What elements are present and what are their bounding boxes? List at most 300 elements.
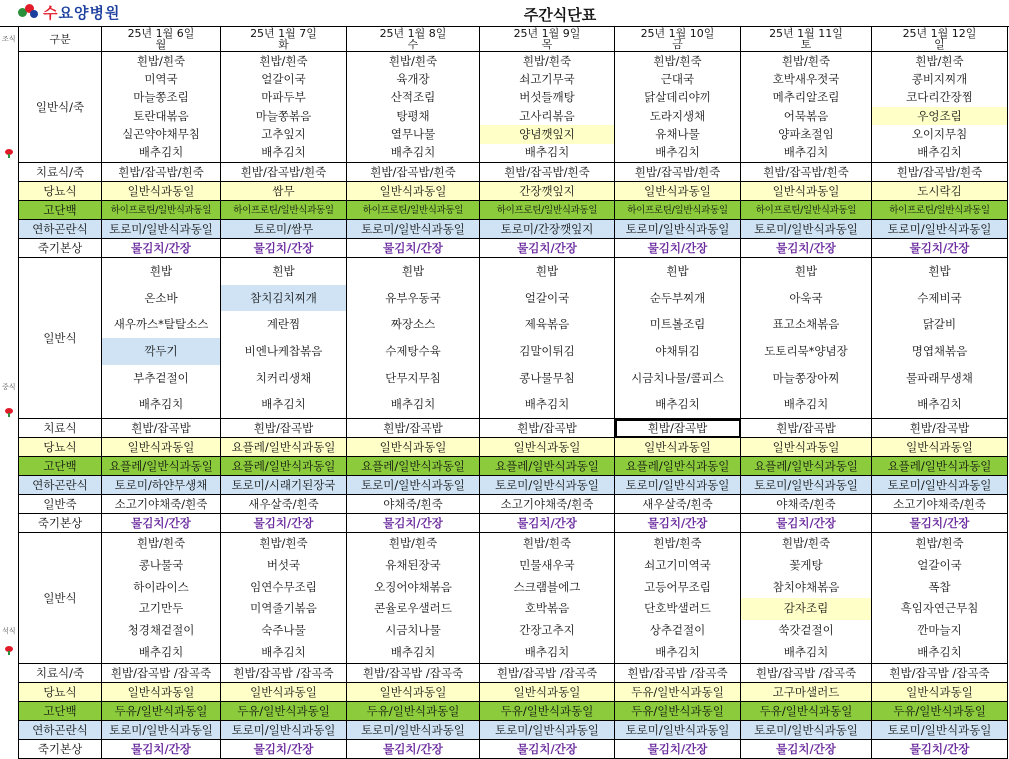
dish-item: 흰밥/흰죽 [781, 536, 831, 551]
dish-item: 흰밥/흰죽 [522, 536, 572, 551]
breakfast-diet-cell[interactable]: 물김치/간장 [615, 239, 741, 258]
dish-item: 양파초절임 [778, 126, 834, 141]
lunch-diet-cell[interactable]: 소고기야채죽/흰죽 [480, 495, 615, 514]
lunch-diet-cell[interactable]: 요플레/일반식과동일 [347, 457, 480, 476]
weekly-menu-table [18, 26, 1008, 759]
dish-item: 미역국 [144, 71, 178, 86]
breakfast-diet-label[interactable]: 당뇨식 [19, 182, 102, 201]
dish-item: 참치김치찌개 [221, 285, 346, 312]
dish-item: 쇠고기미역국 [644, 558, 711, 572]
lunch-diet-cell[interactable]: 요플레/일반식과동일 [480, 457, 615, 476]
dish-item: 우엉조림 [872, 107, 1007, 125]
lunch-diet-cell[interactable]: 요플레/일반식과동일 [872, 457, 1008, 476]
lunch-diet-cell[interactable]: 일반식과동일 [741, 438, 872, 457]
lunch-menu-cell[interactable] [480, 258, 615, 419]
dish-item: 아욱국 [789, 290, 823, 305]
dinner-diet-label[interactable]: 죽기본상 [19, 740, 102, 759]
dish-item: 흰밥 [794, 263, 818, 278]
breakfast-diet-cell[interactable]: 하이프로틴/일반식과동일 [221, 201, 347, 220]
dish-item: 고기만두 [138, 601, 184, 616]
dish-item: 참치야채볶음 [772, 579, 840, 594]
dish-list [480, 52, 614, 162]
lunch-diet-cell[interactable]: 요플레/일반식과동일 [102, 457, 221, 476]
dinner-diet-cell[interactable]: 토로미/일반식과동일 [872, 721, 1008, 740]
dinner-diet-cell[interactable]: 물김치/간장 [221, 740, 347, 759]
dinner-menu-cell[interactable] [480, 533, 615, 664]
dish-item: 청경채겉절이 [127, 623, 195, 638]
header-day: 수 [407, 38, 419, 51]
dish-item: 임연수무조림 [250, 579, 317, 594]
lunch-menu-cell[interactable] [102, 258, 221, 419]
lunch-diet-cell[interactable]: 요플레/일반식과동일 [221, 438, 347, 457]
header-date: 25년 1월 11일 [769, 27, 843, 40]
dish-item: 야채튀김 [655, 343, 700, 358]
dish-list [615, 52, 740, 162]
dish-list [741, 52, 871, 162]
breakfast-diet-label[interactable]: 죽기본상 [19, 239, 102, 258]
dish-list [347, 258, 479, 418]
dish-item: 마늘쫑볶음 [255, 108, 312, 123]
breakfast-diet-cell[interactable]: 흰밥/잡곡밥/흰죽 [221, 163, 347, 182]
dish-item: 쇠고기무국 [519, 71, 575, 86]
dish-item: 고사리볶음 [519, 108, 575, 123]
breakfast-menu-cell[interactable] [615, 52, 741, 163]
breakfast-diet-cell[interactable]: 물김치/간장 [480, 239, 615, 258]
dinner-diet-cell[interactable]: 물김치/간장 [102, 740, 221, 759]
breakfast-diet-cell[interactable]: 토로미/일반식과동일 [741, 220, 872, 239]
breakfast-diet-cell[interactable]: 흰밥/잡곡밥/흰죽 [741, 163, 872, 182]
lunch-diet-cell[interactable]: 흰밥/잡곡밥 [741, 419, 872, 438]
dinner-diet-cell[interactable]: 흰밥/잡곡밥 /잡곡죽 [872, 664, 1008, 683]
left-label-dinner: 석식 [2, 627, 16, 635]
lunch-diet-cell[interactable]: 새우살죽/흰죽 [221, 495, 347, 514]
breakfast-diet-label[interactable]: 고단백 [19, 201, 102, 220]
dinner-diet-cell[interactable]: 흰밥/잡곡밥 /잡곡죽 [615, 664, 741, 683]
breakfast-diet-cell[interactable]: 토로미/간장깻잎지 [480, 220, 615, 239]
breakfast-diet-cell[interactable]: 물김치/간장 [872, 239, 1008, 258]
dish-item: 배추김치 [390, 145, 436, 160]
dish-list [102, 52, 220, 162]
dish-item: 김말이튀김 [519, 343, 575, 358]
dish-list [221, 258, 346, 418]
dish-item: 흰밥 [272, 263, 295, 278]
dish-list [615, 258, 740, 418]
dinner-diet-cell[interactable]: 물김치/간장 [480, 740, 615, 759]
dish-list [102, 258, 220, 418]
header-gubun[interactable]: 구분 [19, 27, 102, 52]
dish-item: 짜장소스 [390, 317, 436, 332]
dish-item: 하이라이스 [133, 579, 189, 594]
lunch-diet-cell[interactable]: 흰밥/잡곡밥 [347, 419, 480, 438]
dish-item: 배추김치 [655, 397, 700, 412]
lunch-diet-cell[interactable]: 물김치/간장 [347, 514, 480, 533]
dish-item: 마늘쫑장아찌 [772, 370, 840, 385]
lunch-menu-cell[interactable] [741, 258, 872, 419]
breakfast-diet-cell[interactable]: 토로미/일반식과동일 [347, 220, 480, 239]
dish-list [615, 533, 740, 663]
header-day: 목 [541, 38, 553, 51]
dish-item: 부추겉절이 [133, 370, 189, 385]
dish-item: 흰밥/흰죽 [259, 536, 308, 551]
lunch-diet-cell[interactable]: 일반식과동일 [872, 438, 1008, 457]
breakfast-diet-cell[interactable]: 물김치/간장 [741, 239, 872, 258]
dish-item: 시금치나물/콜피스 [631, 370, 724, 385]
lunch-menu-cell[interactable] [221, 258, 347, 419]
breakfast-diet-cell[interactable]: 쌈무 [221, 182, 347, 201]
header-date: 25년 1월 8일 [379, 27, 447, 40]
left-margin [0, 26, 17, 746]
dinner-diet-label[interactable]: 치료식/죽 [19, 664, 102, 683]
dish-item: 도라지생채 [649, 108, 706, 123]
dish-item: 제육볶음 [524, 317, 570, 332]
breakfast-diet-cell[interactable]: 토로미/일반식과동일 [102, 220, 221, 239]
breakfast-menu-cell[interactable] [872, 52, 1008, 163]
breakfast-diet-cell[interactable]: 일반식과동일 [615, 182, 741, 201]
dinner-diet-cell[interactable]: 고구마샐러드 [741, 683, 872, 702]
dish-item: 흰밥/흰죽 [653, 53, 702, 68]
dinner-diet-cell[interactable]: 두유/일반식과동일 [221, 702, 347, 721]
dinner-diet-cell[interactable]: 토로미/일반식과동일 [615, 721, 741, 740]
dish-list [347, 533, 479, 663]
dish-item: 비엔나케찹볶음 [244, 343, 323, 358]
dinner-menu-cell[interactable] [615, 533, 741, 664]
breakfast-diet-cell[interactable]: 흰밥/잡곡밥/흰죽 [615, 163, 741, 182]
flower-icon [5, 646, 13, 654]
lunch-menu-cell[interactable] [347, 258, 480, 419]
dish-item: 오이지무침 [911, 126, 968, 141]
dish-list [872, 258, 1007, 418]
lunch-diet-cell[interactable]: 물김치/간장 [480, 514, 615, 533]
dish-item: 유채나물 [655, 126, 700, 141]
dish-item: 흰밥/흰죽 [388, 536, 438, 551]
dinner-diet-cell[interactable]: 일반식과동일 [221, 683, 347, 702]
dish-item: 유부우동국 [385, 290, 441, 305]
breakfast-diet-cell[interactable]: 토로미/일반식과동일 [872, 220, 1008, 239]
lunch-diet-label[interactable]: 고단백 [19, 457, 102, 476]
lunch-menu-cell[interactable] [872, 258, 1008, 419]
lunch-diet-cell[interactable]: 토로미/일반식과동일 [872, 476, 1008, 495]
breakfast-diet-cell[interactable]: 하이프로틴/일반식과동일 [872, 201, 1008, 220]
dish-item: 명엽채볶음 [911, 343, 968, 358]
breakfast-diet-cell[interactable]: 하이프로틴/일반식과동일 [615, 201, 741, 220]
header-date-cell[interactable] [221, 27, 347, 52]
dinner-diet-cell[interactable]: 일반식과동일 [872, 683, 1008, 702]
dish-item: 배추김치 [261, 644, 306, 659]
dish-item: 흰밥/흰죽 [388, 53, 438, 68]
dish-item: 폭찹 [928, 579, 951, 594]
breakfast-diet-label[interactable]: 연하곤란식 [19, 220, 102, 239]
lunch-diet-cell[interactable]: 요플레/일반식과동일 [615, 457, 741, 476]
dish-item: 흰밥/흰죽 [915, 53, 964, 68]
dinner-diet-cell[interactable]: 흰밥/잡곡밥 /잡곡죽 [221, 664, 347, 683]
dish-item: 상추겉절이 [649, 623, 706, 638]
logo-mark-icon [18, 4, 40, 20]
dish-item: 흑임자연근무침 [900, 601, 979, 616]
dinner-menu-cell[interactable] [221, 533, 347, 664]
header-day: 일 [934, 38, 945, 51]
lunch-diet-cell[interactable]: 토로미/시래기된장국 [221, 476, 347, 495]
dish-item: 흰밥/흰죽 [915, 536, 964, 551]
dish-item: 고등어무조림 [644, 579, 711, 594]
dinner-diet-label[interactable]: 고단백 [19, 702, 102, 721]
breakfast-menu-cell[interactable] [102, 52, 221, 163]
dish-item: 배추김치 [917, 145, 962, 160]
dish-item: 민물새우국 [519, 558, 575, 572]
dinner-diet-cell[interactable]: 두유/일반식과동일 [615, 683, 741, 702]
dish-item: 고추잎지 [261, 126, 306, 141]
dish-item: 배추김치 [261, 145, 306, 160]
dish-item: 호박볶음 [524, 601, 570, 616]
dish-item: 버섯들깨탕 [519, 90, 575, 105]
breakfast-diet-cell[interactable]: 물김치/간장 [347, 239, 480, 258]
dinner-diet-label[interactable]: 당뇨식 [19, 683, 102, 702]
dinner-diet-cell[interactable]: 흰밥/잡곡밥 /잡곡죽 [102, 664, 221, 683]
dish-list [480, 533, 614, 663]
dish-item: 흰밥/흰죽 [653, 536, 702, 551]
dinner-diet-cell[interactable]: 토로미/일반식과동일 [347, 721, 480, 740]
dish-item: 흰밥 [535, 263, 559, 278]
lunch-diet-cell[interactable]: 토로미/하얀무생채 [102, 476, 221, 495]
breakfast-diet-cell[interactable]: 토로미/쌈무 [221, 220, 347, 239]
flower-icon [5, 408, 13, 416]
header-date-cell[interactable] [872, 27, 1008, 52]
lunch-main-label[interactable]: 일반식 [19, 258, 102, 419]
lunch-diet-cell[interactable]: 새우살죽/흰죽 [615, 495, 741, 514]
header-date-cell[interactable] [480, 27, 615, 52]
dish-item: 배추김치 [524, 145, 570, 160]
dish-item: 마파두부 [261, 90, 306, 105]
hospital-logo [18, 3, 120, 21]
dinner-menu-cell[interactable] [872, 533, 1008, 664]
dish-item: 미트볼조림 [649, 317, 706, 332]
header-date-cell[interactable] [615, 27, 741, 52]
dinner-diet-cell[interactable]: 두유/일반식과동일 [872, 702, 1008, 721]
dish-item: 흰밥 [401, 263, 425, 278]
breakfast-diet-cell[interactable]: 흰밥/잡곡밥/흰죽 [347, 163, 480, 182]
lunch-diet-cell[interactable]: 물김치/간장 [741, 514, 872, 533]
lunch-diet-cell[interactable]: 흰밥/잡곡밥 [480, 419, 615, 438]
dinner-diet-cell[interactable]: 물김치/간장 [615, 740, 741, 759]
lunch-diet-cell[interactable]: 토로미/일반식과동일 [480, 476, 615, 495]
dish-item: 배추김치 [917, 397, 962, 412]
dinner-diet-cell[interactable]: 토로미/일반식과동일 [480, 721, 615, 740]
lunch-diet-label[interactable]: 치료식 [19, 419, 102, 438]
lunch-diet-cell[interactable]: 토로미/일반식과동일 [741, 476, 872, 495]
dinner-diet-cell[interactable]: 두유/일반식과동일 [347, 702, 480, 721]
dish-item: 수제탕수육 [385, 343, 441, 358]
dish-item: 배추김치 [917, 644, 962, 659]
dish-item: 어묵볶음 [783, 108, 829, 123]
dinner-diet-cell[interactable]: 물김치/간장 [741, 740, 872, 759]
dish-item: 얼갈이국 [261, 71, 306, 86]
lunch-menu-cell[interactable] [615, 258, 741, 419]
breakfast-main-label[interactable]: 일반식/죽 [19, 52, 102, 163]
dinner-diet-cell[interactable]: 흰밥/잡곡밥 /잡곡죽 [741, 664, 872, 683]
dinner-menu-cell[interactable] [102, 533, 221, 664]
lunch-diet-cell[interactable]: 토로미/일반식과동일 [615, 476, 741, 495]
lunch-diet-cell[interactable]: 흰밥/잡곡밥 [221, 419, 347, 438]
logo-text-1: 수 [43, 3, 59, 22]
dinner-diet-cell[interactable]: 물김치/간장 [347, 740, 480, 759]
dish-item: 배추김치 [261, 397, 306, 412]
dish-item: 도토리묵*양념장 [764, 343, 848, 358]
dish-item: 단호박샐러드 [644, 601, 711, 616]
dish-item: 열무나물 [390, 126, 436, 141]
lunch-diet-cell[interactable]: 일반식과동일 [615, 438, 741, 457]
dinner-diet-cell[interactable]: 일반식과동일 [347, 683, 480, 702]
dish-item: 얼갈이국 [524, 290, 570, 305]
lunch-diet-label[interactable]: 일반죽 [19, 495, 102, 514]
breakfast-menu-cell[interactable] [741, 52, 872, 163]
lunch-diet-cell[interactable]: 토로미/일반식과동일 [347, 476, 480, 495]
header-date: 25년 1월 6일 [127, 27, 195, 40]
lunch-diet-cell[interactable]: 야채죽/흰죽 [347, 495, 480, 514]
lunch-diet-cell[interactable]: 물김치/간장 [615, 514, 741, 533]
dish-item: 온소바 [144, 290, 178, 305]
dinner-diet-cell[interactable]: 두유/일반식과동일 [615, 702, 741, 721]
breakfast-diet-cell[interactable]: 흰밥/잡곡밥/흰죽 [102, 163, 221, 182]
dinner-menu-cell[interactable] [347, 533, 480, 664]
dish-item: 깍두기 [102, 338, 220, 365]
dish-item: 육개장 [396, 71, 430, 86]
dish-item: 배추김치 [783, 145, 829, 160]
dish-item: 산적조림 [390, 90, 436, 105]
lunch-diet-cell[interactable]: 야채죽/흰죽 [741, 495, 872, 514]
breakfast-diet-cell[interactable]: 일반식과동일 [741, 182, 872, 201]
breakfast-diet-cell[interactable]: 하이프로틴/일반식과동일 [347, 201, 480, 220]
dish-list [872, 52, 1007, 162]
dinner-diet-cell[interactable]: 토로미/일반식과동일 [221, 721, 347, 740]
lunch-diet-cell[interactable]: 소고기야채죽/흰죽 [872, 495, 1008, 514]
dish-list [102, 533, 220, 663]
breakfast-diet-cell[interactable]: 하이프로틴/일반식과동일 [480, 201, 615, 220]
lunch-diet-cell[interactable]: 일반식과동일 [480, 438, 615, 457]
dish-item: 치커리생채 [255, 370, 312, 385]
dish-item: 콩비지찌개 [911, 71, 968, 86]
dish-item: 표고소채볶음 [772, 317, 840, 332]
header-date-cell[interactable] [102, 27, 221, 52]
breakfast-diet-cell[interactable]: 흰밥/잡곡밥/흰죽 [872, 163, 1008, 182]
breakfast-diet-cell[interactable]: 물김치/간장 [221, 239, 347, 258]
breakfast-diet-cell[interactable]: 하이프로틴/일반식과동일 [741, 201, 872, 220]
dinner-diet-cell[interactable]: 토로미/일반식과동일 [102, 721, 221, 740]
dish-item: 간장고추지 [519, 623, 575, 638]
header-date-cell[interactable] [347, 27, 480, 52]
breakfast-diet-cell[interactable]: 도시락김 [872, 182, 1008, 201]
lunch-diet-cell[interactable]: 일반식과동일 [102, 438, 221, 457]
dish-list [741, 533, 871, 663]
dinner-main-label[interactable]: 일반식 [19, 533, 102, 664]
dish-item: 감자조림 [741, 598, 871, 620]
breakfast-diet-cell[interactable]: 일반식과동일 [347, 182, 480, 201]
lunch-diet-cell[interactable]: 요플레/일반식과동일 [741, 457, 872, 476]
lunch-diet-label[interactable]: 죽기본상 [19, 514, 102, 533]
breakfast-diet-label[interactable]: 치료식/죽 [19, 163, 102, 182]
lunch-diet-label[interactable]: 당뇨식 [19, 438, 102, 457]
dish-item: 배추김치 [783, 644, 829, 659]
dish-item: 버섯국 [266, 558, 301, 572]
header-date-cell[interactable] [741, 27, 872, 52]
dinner-menu-cell[interactable] [741, 533, 872, 664]
dinner-diet-cell[interactable]: 토로미/일반식과동일 [741, 721, 872, 740]
breakfast-menu-cell[interactable] [221, 52, 347, 163]
dish-item: 흰밥 [666, 263, 689, 278]
dish-item: 배추김치 [138, 397, 184, 412]
header-day: 토 [800, 38, 812, 51]
breakfast-diet-cell[interactable]: 토로미/일반식과동일 [615, 220, 741, 239]
lunch-diet-cell[interactable]: 흰밥/잡곡밥 [102, 419, 221, 438]
dish-list [221, 533, 346, 663]
lunch-diet-cell[interactable]: 물김치/간장 [102, 514, 221, 533]
dish-item: 오징어야채볶음 [374, 579, 452, 594]
dish-item: 새우까스*탈탈소스 [113, 317, 209, 332]
dinner-diet-cell[interactable]: 일반식과동일 [102, 683, 221, 702]
dinner-diet-cell[interactable]: 두유/일반식과동일 [480, 702, 615, 721]
breakfast-diet-cell[interactable]: 하이프로틴/일반식과동일 [102, 201, 221, 220]
breakfast-menu-cell[interactable] [480, 52, 615, 163]
breakfast-menu-cell[interactable] [347, 52, 480, 163]
dish-item: 배추김치 [524, 397, 570, 412]
dish-item: 배추김치 [390, 397, 436, 412]
dinner-diet-cell[interactable]: 두유/일반식과동일 [741, 702, 872, 721]
dish-item: 콩나물국 [138, 558, 184, 572]
lunch-diet-label[interactable]: 연하곤란식 [19, 476, 102, 495]
dish-item: 메추리알조림 [772, 90, 840, 105]
dish-item: 숙주나물 [261, 623, 306, 638]
left-label-breakfast: 조식 [2, 35, 16, 43]
dinner-diet-cell[interactable]: 흰밥/잡곡밥 /잡곡죽 [347, 664, 480, 683]
dish-item: 흰밥 [149, 263, 173, 278]
dinner-diet-cell[interactable]: 물김치/간장 [872, 740, 1008, 759]
dish-item: 근대국 [660, 71, 695, 86]
lunch-diet-cell[interactable]: 흰밥/잡곡밥 [872, 419, 1008, 438]
lunch-diet-cell[interactable]: 물김치/간장 [872, 514, 1008, 533]
dish-item: 토란대볶음 [133, 108, 189, 123]
breakfast-diet-cell[interactable]: 일반식과동일 [102, 182, 221, 201]
dish-item: 닭갈비 [922, 317, 957, 332]
dish-item: 배추김치 [138, 145, 184, 160]
dish-item: 양념깻잎지 [480, 125, 614, 143]
dish-list [872, 533, 1007, 663]
dish-item: 유채된장국 [385, 558, 441, 572]
header-date: 25년 1월 7일 [250, 27, 317, 40]
dish-list [480, 258, 614, 418]
dish-item: 스크램블에그 [513, 579, 581, 594]
dish-item: 콘율로우샐러드 [374, 601, 452, 616]
sheet-header [0, 0, 1009, 27]
dish-list [347, 52, 479, 162]
lunch-diet-cell[interactable]: 소고기야채죽/흰죽 [102, 495, 221, 514]
header-date: 25년 1월 10일 [640, 27, 715, 40]
dinner-diet-label[interactable]: 연하곤란식 [19, 721, 102, 740]
dish-item: 배추김치 [655, 145, 700, 160]
dish-item: 시금치나물 [385, 623, 441, 638]
header-day: 월 [155, 38, 167, 51]
breakfast-diet-cell[interactable]: 간장깻잎지 [480, 182, 615, 201]
breakfast-diet-cell[interactable]: 물김치/간장 [102, 239, 221, 258]
dinner-diet-cell[interactable]: 흰밥/잡곡밥 /잡곡죽 [480, 664, 615, 683]
lunch-diet-cell[interactable]: 요플레/일반식과동일 [221, 457, 347, 476]
breakfast-diet-cell[interactable]: 흰밥/잡곡밥/흰죽 [480, 163, 615, 182]
lunch-diet-cell[interactable]: 일반식과동일 [347, 438, 480, 457]
dish-item: 콩나물무침 [519, 370, 575, 385]
dish-item: 실곤약야채무침 [122, 126, 200, 141]
dish-item: 흰밥/흰죽 [136, 53, 186, 68]
dinner-diet-cell[interactable]: 두유/일반식과동일 [102, 702, 221, 721]
lunch-diet-cell[interactable]: 물김치/간장 [221, 514, 347, 533]
dinner-diet-cell[interactable]: 일반식과동일 [480, 683, 615, 702]
lunch-diet-cell[interactable]: 흰밥/잡곡밥 [615, 419, 741, 438]
